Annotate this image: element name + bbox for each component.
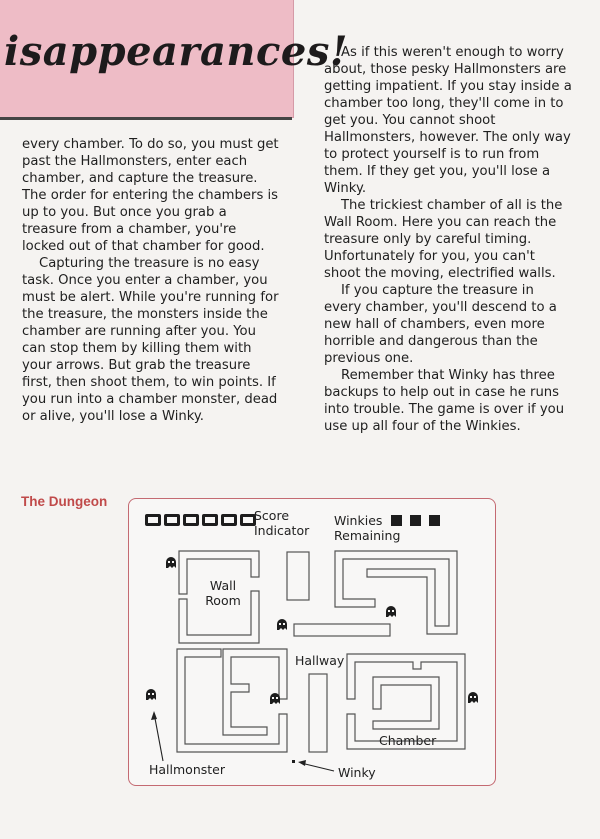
page-headline: isappearances!: [4, 28, 348, 75]
hallway-bar: [294, 624, 390, 636]
winkies-remaining-indicator: [391, 515, 440, 526]
chamber-label: Chamber: [379, 733, 437, 748]
bottom-right-chamber-inner: [373, 677, 439, 729]
top-right-chamber: [335, 551, 457, 634]
hallmonster-left-sprite: [146, 689, 156, 700]
winky-label: Winky: [338, 765, 376, 780]
score-indicator-digits: [145, 514, 256, 526]
column-rule: [0, 117, 292, 120]
backup-winky-icon: [410, 515, 421, 526]
hallmonster-center-sprite: [277, 619, 287, 630]
left-column: [22, 136, 280, 425]
hallmonster-top-left-sprite: [166, 557, 176, 568]
score-digit: [202, 514, 218, 526]
hallmonster-right-sprite: [468, 692, 478, 703]
dungeon-map: [128, 498, 496, 786]
hallmonster-label: Hallmonster: [149, 762, 225, 777]
right-column: [324, 44, 574, 435]
right-paragraph-1: As if this weren't enough to worry about, those pesky Hallmonsters are getting impatient. If you stay inside a chamber too long, they'll come in to get you. You cannot shoot Hallmonsters, however. The only way to protect yourself is to run from them. If they get you, you'll lose a Winky.: [324, 45, 572, 196]
score-digit: [183, 514, 199, 526]
backup-winky-icon: [429, 515, 440, 526]
right-paragraph-4: Remember that Winky has three backups to help out in case he runs into trouble. The game is over if you use up all four of the Winkies.: [324, 368, 565, 434]
score-digit: [221, 514, 237, 526]
winky-dot: [292, 760, 295, 763]
hallway-label: Hallway: [295, 653, 345, 668]
diagram-title: The Dungeon: [21, 494, 108, 509]
center-bar: [309, 674, 327, 752]
backup-winky-icon: [391, 515, 402, 526]
left-paragraph-2: Capturing the treasure is no easy task. Once you enter a chamber, you must be alert. While you're running for the treasure, the monsters inside the chamber are running after you. You can stop them by killing them with your arrows. But grab the treasure first, then shoot them, to win points. If you run into a chamber monster, dead or alive, you'll lose a Winky.: [22, 256, 279, 424]
dungeon-walls: [129, 499, 495, 785]
left-paragraph-1: every chamber. To do so, you must get past the Hallmonsters, enter each chamber, and capture the treasure. The order for entering the chambers is up to you. But once you grab a treasure from a chamber, you're locked out of that chamber for good.: [22, 137, 279, 254]
score-indicator-label: Score Indicator: [254, 508, 310, 538]
right-paragraph-3: If you capture the treasure in every chamber, you'll descend to a new hall of chambers, even more horrible and dangerous than the previous one.: [324, 283, 557, 366]
score-digit: [164, 514, 180, 526]
hallmonster-top-right-sprite: [386, 606, 396, 617]
wall-room-label: Wall Room: [205, 578, 241, 608]
central-pillar: [287, 552, 309, 600]
score-digit: [145, 514, 161, 526]
right-paragraph-2: The trickiest chamber of all is the Wall Room. Here you can reach the treasure only by careful timing. Unfortunately for you, you can't shoot the moving, electrified walls.: [324, 198, 563, 281]
chamber-monster-sprite: [270, 693, 280, 704]
winkies-remaining-label: Winkies Remaining: [334, 513, 401, 543]
bottom-left-chamber-inner: [223, 649, 287, 735]
